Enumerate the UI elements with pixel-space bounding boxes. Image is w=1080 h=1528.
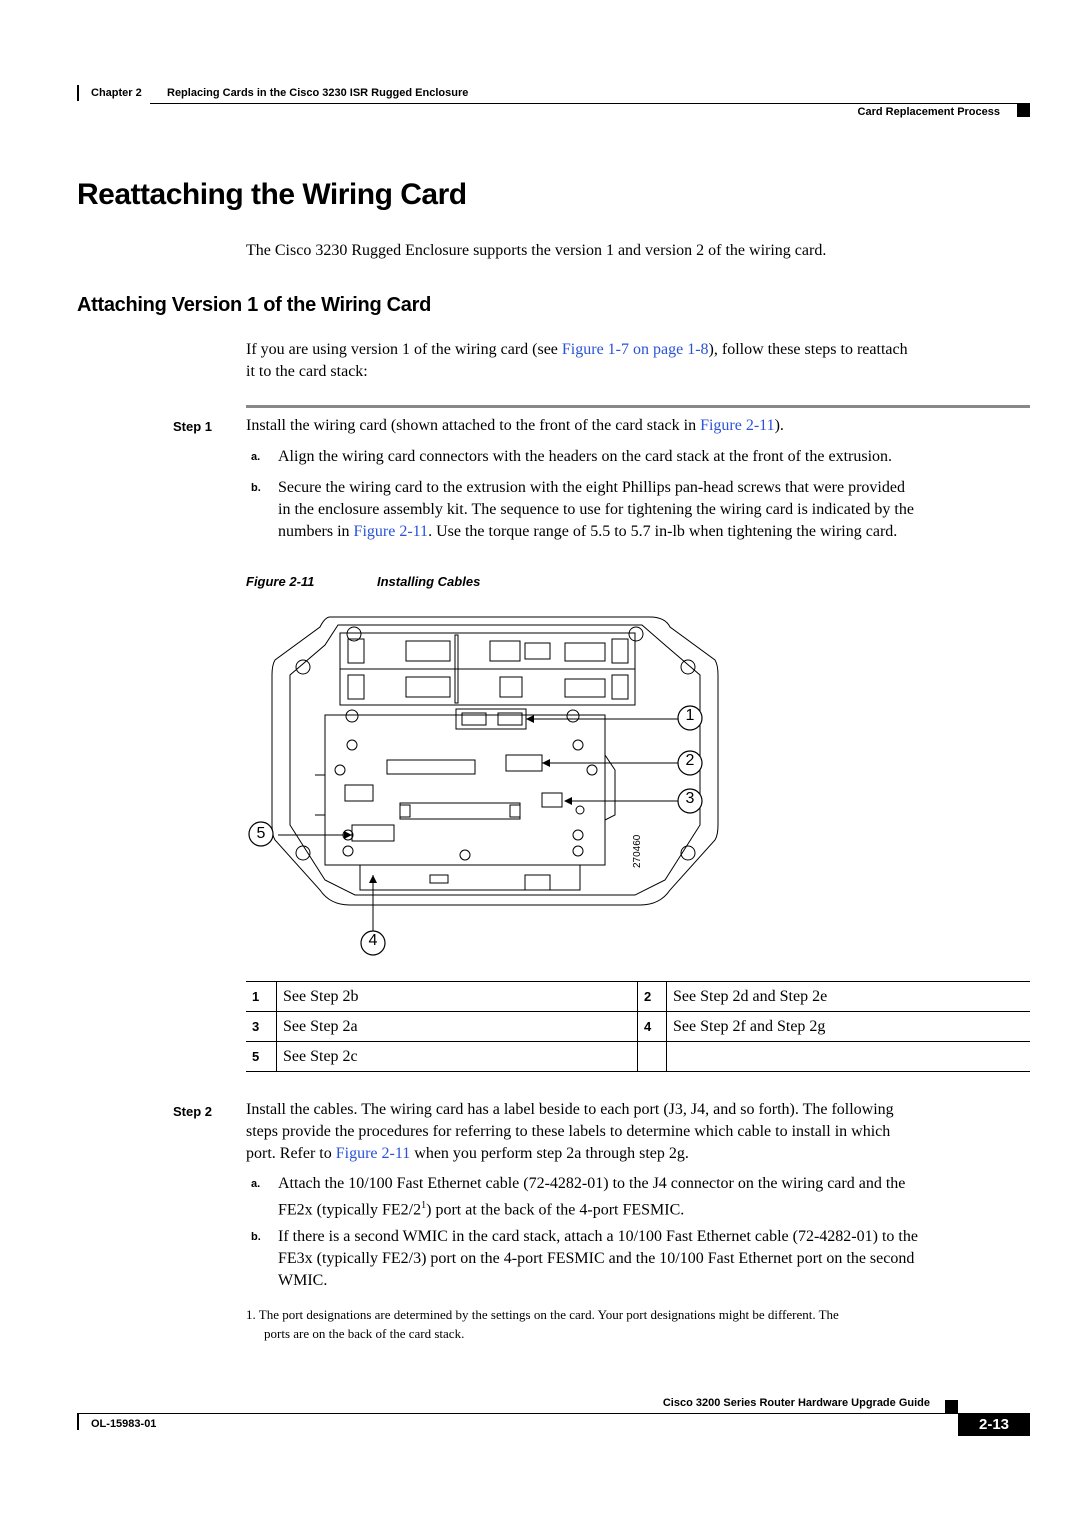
table-row bbox=[246, 1042, 1030, 1072]
legend-num: 5 bbox=[246, 1042, 277, 1072]
footer-rule bbox=[77, 1413, 958, 1414]
installing-cables-figure bbox=[270, 605, 720, 960]
procedure-rule bbox=[246, 405, 1030, 408]
step2b-line2: FE3x (typically FE2/3) port on the 4-port FESMIC and the 10/100 Fast Ethernet port on the second bbox=[278, 1250, 915, 1267]
step1b-line2: in the enclosure assembly kit. The sequence to use for tightening the wiring card is indicated by the bbox=[278, 501, 914, 518]
step2-line3-pre: port. Refer to bbox=[246, 1145, 336, 1162]
step2a-text bbox=[278, 1173, 1048, 1221]
para1-pre: If you are using version 1 of the wiring card (see bbox=[246, 341, 562, 358]
step2a-line2-post: ) port at the back of the 4-port FESMIC. bbox=[426, 1201, 685, 1219]
step1b-text bbox=[278, 477, 1048, 543]
legend-text bbox=[667, 1042, 1031, 1072]
step1-label: Step 1 bbox=[173, 419, 213, 434]
header-chapter: Chapter 2 bbox=[91, 87, 142, 99]
header-square bbox=[1017, 104, 1030, 117]
para1-line2: it to the card stack: bbox=[246, 363, 368, 380]
header-section: Card Replacement Process bbox=[857, 106, 1000, 118]
step2-text bbox=[246, 1099, 1046, 1165]
step2-line3-post: when you perform step 2a through step 2g. bbox=[410, 1145, 689, 1162]
footnote bbox=[246, 1305, 1036, 1343]
header-left-bar bbox=[77, 85, 79, 101]
step1b-line3-post: . Use the torque range of 5.5 to 5.7 in-lb when tightening the wiring card. bbox=[428, 523, 898, 540]
legend-text: See Step 2d and Step 2e bbox=[667, 982, 1031, 1012]
step1-post: ). bbox=[774, 417, 784, 434]
header-chapter-title: Replacing Cards in the Cisco 3230 ISR Rugged Enclosure bbox=[167, 87, 469, 99]
legend-num: 1 bbox=[246, 982, 277, 1012]
footer-guide-title: Cisco 3200 Series Router Hardware Upgrade Guide bbox=[662, 1397, 930, 1409]
footer-left-bar bbox=[77, 1413, 79, 1430]
step2b-text bbox=[278, 1226, 1048, 1292]
callout-2: 2 bbox=[685, 752, 695, 769]
step2b-line1: If there is a second WMIC in the card stack, attach a 10/100 Fast Ethernet cable (72-4282-01) to the bbox=[278, 1228, 918, 1245]
callout-4: 4 bbox=[368, 932, 378, 949]
legend-num: 2 bbox=[638, 982, 667, 1012]
step1a-label: a. bbox=[251, 451, 261, 463]
figure-id: 270460 bbox=[632, 834, 643, 868]
footnote-line1: 1. The port designations are determined by the settings on the card. Your port designations might be different. The bbox=[246, 1307, 839, 1322]
para1-post: ), follow these steps to reattach bbox=[708, 341, 908, 358]
footnote-line2: ports are on the back of the card stack. bbox=[264, 1326, 465, 1341]
table-row bbox=[246, 982, 1030, 1012]
step2a-line2-pre: FE2x (typically FE2/2 bbox=[278, 1201, 422, 1219]
legend-num bbox=[638, 1042, 667, 1072]
figure-caption: Installing Cables bbox=[377, 574, 481, 589]
figure-2-11-link-3[interactable]: Figure 2-11 bbox=[335, 1145, 411, 1162]
step1b-line1: Secure the wiring card to the extrusion with the eight Phillips pan-head screws that were provided bbox=[278, 479, 905, 496]
para1 bbox=[246, 339, 1036, 383]
header-rule bbox=[150, 103, 1030, 104]
step2-line1: Install the cables. The wiring card has a label beside to each port (J3, J4, and so forth). The following bbox=[246, 1101, 894, 1118]
legend-num: 4 bbox=[638, 1012, 667, 1042]
step2b-line3: WMIC. bbox=[278, 1272, 328, 1289]
legend-text: See Step 2f and Step 2g bbox=[667, 1012, 1031, 1042]
legend-text: See Step 2c bbox=[277, 1042, 638, 1072]
legend-text: See Step 2a bbox=[277, 1012, 638, 1042]
callout-legend-table bbox=[246, 981, 1030, 1072]
callout-1: 1 bbox=[685, 707, 695, 724]
figure-number: Figure 2-11 bbox=[246, 574, 315, 589]
page-title: Reattaching the Wiring Card bbox=[77, 178, 467, 211]
footer-page-number: 2-13 bbox=[958, 1413, 1030, 1436]
callout-5: 5 bbox=[256, 825, 266, 842]
table-row bbox=[246, 1012, 1030, 1042]
step1b-label: b. bbox=[251, 482, 261, 494]
intro-paragraph: The Cisco 3230 Rugged Enclosure supports the version 1 and version 2 of the wiring card. bbox=[246, 242, 827, 259]
figure-2-11-link-2[interactable]: Figure 2-11 bbox=[353, 523, 429, 540]
step2a-label: a. bbox=[251, 1178, 261, 1190]
section-subtitle: Attaching Version 1 of the Wiring Card bbox=[77, 294, 432, 316]
step1b-line3-pre: numbers in bbox=[278, 523, 354, 540]
step1a-text: Align the wiring card connectors with the headers on the card stack at the front of the extrusion. bbox=[278, 448, 893, 465]
footer-doc-id: OL-15983-01 bbox=[91, 1418, 157, 1430]
footnote-ref[interactable]: 1 bbox=[421, 1200, 427, 1211]
step2-line2: steps provide the procedures for referring to these labels to determine which cable to install in which bbox=[246, 1123, 891, 1140]
legend-text: See Step 2b bbox=[277, 982, 638, 1012]
step1-text bbox=[246, 415, 784, 437]
figure-2-11-link[interactable]: Figure 2-11 bbox=[700, 417, 775, 434]
legend-num: 3 bbox=[246, 1012, 277, 1042]
step1-pre: Install the wiring card (shown attached to the front of the card stack in bbox=[246, 417, 701, 434]
step2b-label: b. bbox=[251, 1231, 261, 1243]
callout-3: 3 bbox=[685, 790, 695, 807]
figure-1-7-link[interactable]: Figure 1-7 on page 1-8 bbox=[561, 341, 709, 358]
step2-label: Step 2 bbox=[173, 1104, 213, 1119]
step2a-line1: Attach the 10/100 Fast Ethernet cable (72-4282-01) to the J4 connector on the wiring card and the bbox=[278, 1175, 906, 1192]
footer-square bbox=[945, 1400, 958, 1413]
